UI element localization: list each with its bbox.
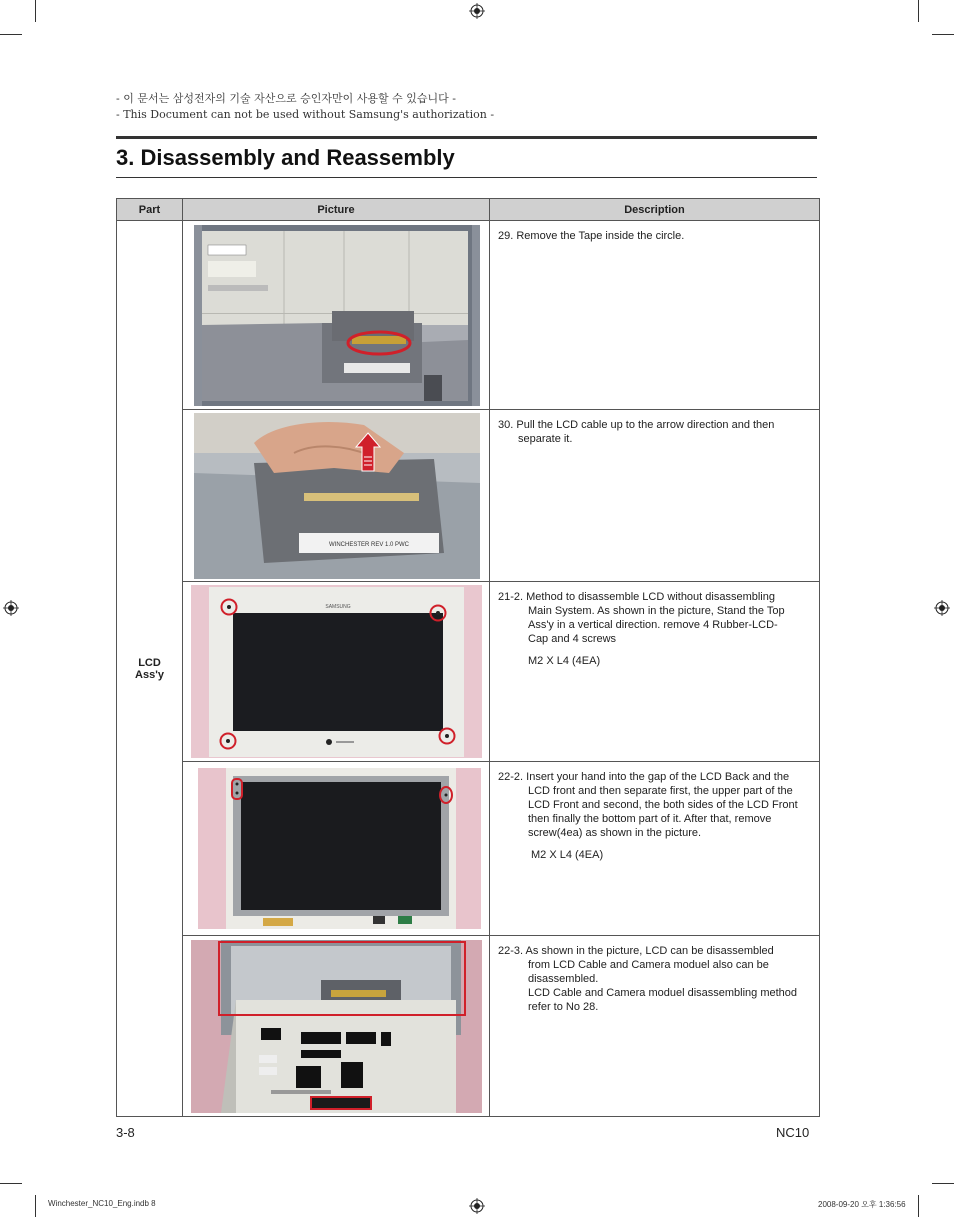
step-text-line3: Ass'y in a vertical direction. remove 4 Rubber-LCD- <box>528 619 778 631</box>
column-header-picture: Picture <box>183 199 490 221</box>
page-number: 3-8 <box>116 1125 135 1140</box>
picture-cell <box>183 582 490 762</box>
crop-mark <box>0 1183 22 1184</box>
step-text-line5: refer to No 28. <box>528 1001 599 1013</box>
screw-spec: M2 X L4 (4EA) <box>531 849 604 861</box>
brand-label: SAMSUNG <box>325 604 351 610</box>
table-row <box>117 762 820 936</box>
step-number: 30. <box>498 419 514 431</box>
registration-mark-icon <box>469 3 485 19</box>
table-row <box>117 410 820 582</box>
table-row <box>117 582 820 762</box>
description-cell <box>490 410 820 582</box>
step-text-line1: As shown in the picture, LCD can be disassembled <box>525 945 774 957</box>
step-text-line1: Insert your hand into the gap of the LCD Back and the <box>526 771 790 783</box>
step-text-line4: LCD Cable and Camera moduel disassembling method <box>528 987 798 999</box>
column-header-description: Description <box>490 199 820 221</box>
slug-file: Winchester_NC10_Eng.indb 8 <box>48 1199 156 1208</box>
step-text-line3: disassembled. <box>528 973 599 985</box>
photo-lcd-back-tape <box>194 225 480 406</box>
picture-cell <box>183 410 490 582</box>
step-21-2-text <box>498 590 811 646</box>
part-label-line2: Ass'y <box>135 668 164 681</box>
crop-mark <box>35 0 36 22</box>
cable-label-text: WINCHESTER REV 1.0 PWC <box>328 542 410 548</box>
registration-mark-icon <box>3 600 19 616</box>
step-number: 21-2. <box>498 591 524 603</box>
description-cell <box>490 762 820 936</box>
description-cell <box>490 582 820 762</box>
title-underline <box>116 177 817 178</box>
picture-cell <box>183 762 490 936</box>
step-text-line2: from LCD Cable and Camera moduel also can be <box>528 959 769 971</box>
step-text-line3: LCD Front and second, the both sides of the LCD Front <box>528 799 798 811</box>
confidential-notice-english: - This Document can not be used without Samsung's authorization - <box>116 108 495 121</box>
part-cell <box>117 221 183 1117</box>
table-row <box>117 936 820 1117</box>
step-number: 29. <box>498 230 514 242</box>
table-header-row <box>117 199 820 221</box>
table-row <box>117 221 820 410</box>
screw-spec: M2 X L4 (4EA) <box>528 655 601 667</box>
picture-cell <box>183 221 490 410</box>
page-title: 3. Disassembly and Reassembly <box>116 145 455 170</box>
part-label-line1: LCD <box>138 656 161 669</box>
crop-mark <box>932 1183 954 1184</box>
step-text-line4: then finally the bottom part of it. After that, remove <box>528 813 772 825</box>
column-header-part: Part <box>117 199 183 221</box>
step-29-text <box>498 229 811 243</box>
picture-cell <box>183 936 490 1117</box>
crop-mark <box>932 34 954 35</box>
model-name: NC10 <box>776 1125 810 1140</box>
step-text-line5: screw(4ea) as shown in the picture. <box>528 827 702 839</box>
description-cell <box>490 936 820 1117</box>
step-number: 22-2. <box>498 771 524 783</box>
step-text: Remove the Tape inside the circle. <box>516 230 685 242</box>
photo-lcd-side-screws <box>198 768 481 929</box>
crop-mark <box>918 0 919 22</box>
registration-mark-icon <box>469 1198 485 1214</box>
step-text-line1: Pull the LCD cable up to the arrow direction and then <box>516 419 775 431</box>
procedure-table <box>116 198 820 1117</box>
step-30-text <box>498 418 811 446</box>
description-cell <box>490 221 820 410</box>
confidential-notice-korean: - 이 문서는 삼성전자의 기술 자산으로 승인자만이 사용할 수 있습니다 - <box>116 92 456 105</box>
step-text-line2: LCD front and then separate first, the upper part of the <box>528 785 793 797</box>
step-text-line2: Main System. As shown in the picture, Stand the Top <box>528 605 785 617</box>
crop-mark <box>918 1195 919 1217</box>
step-text-line4: Cap and 4 screws <box>528 633 617 645</box>
crop-mark <box>0 34 22 35</box>
photo-pull-lcd-cable <box>194 413 480 579</box>
registration-mark-icon <box>934 600 950 616</box>
step-text-line2: separate it. <box>518 433 573 445</box>
step-number: 22-3. <box>498 945 524 957</box>
photo-lcd-cable-camera <box>191 940 482 1113</box>
crop-mark <box>35 1195 36 1217</box>
slug-date: 2008-09-20 오후 1:36:56 <box>818 1200 906 1209</box>
title-rule <box>116 136 817 139</box>
step-22-3-text <box>498 944 811 1014</box>
step-22-2-text <box>498 770 811 840</box>
step-text-line1: Method to disassemble LCD without disassembling <box>526 591 775 603</box>
photo-lcd-front-screws <box>191 585 482 758</box>
